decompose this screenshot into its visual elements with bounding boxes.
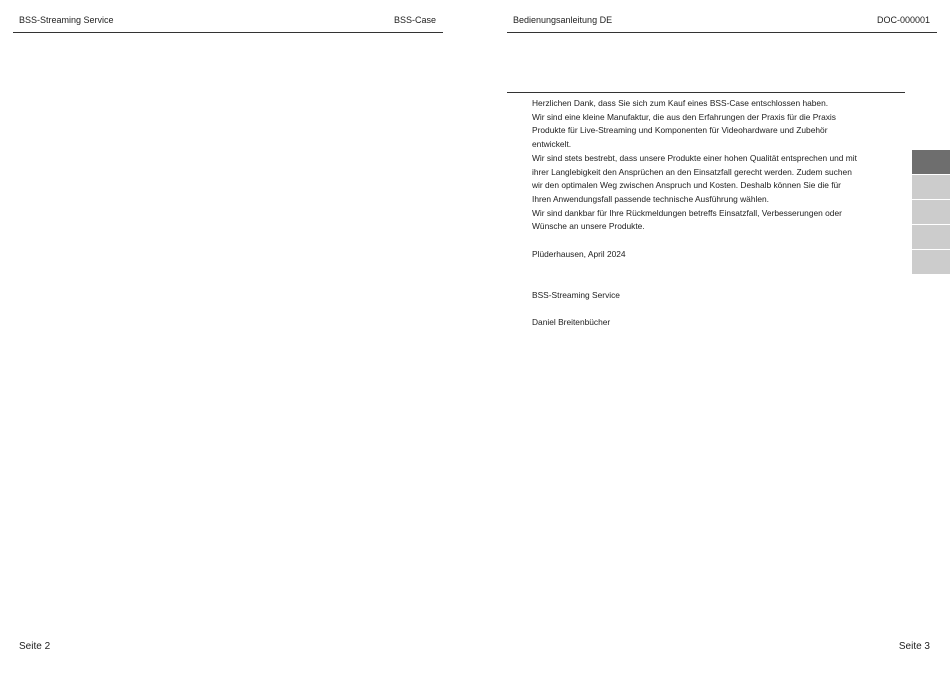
preface-line: Herzlichen Dank, dass Sie sich zum Kauf eines BSS-Case entschlossen haben. [532,98,829,108]
chapter-tab[interactable] [912,175,950,200]
left-header-product: BSS-Case [393,15,436,25]
chapter-tab-active[interactable] [912,150,950,175]
preface-line: wir den optimalen Weg zwischen Anspruch und Kosten. Deshalb können Sie die für [532,180,841,191]
signatory-name: Daniel Breitenbücher [532,317,611,328]
right-page [475,0,950,674]
right-page-number: Seite 3 [898,641,930,652]
content-top-rule [507,92,905,93]
right-header-doc-id: DOC-000001 [876,15,930,25]
preface-text [532,97,907,330]
preface-line: ihrer Langlebigkeit den Ansprüchen an den Einsatzfall gerecht werden. Zudem suchen [532,166,852,177]
place-date: Plüderhausen, April 2024 [532,248,626,259]
preface-line: Wir sind stets bestrebt, dass unsere Produkte einer hohen Qualität entsprechen und mit [532,152,857,163]
chapter-tab[interactable] [912,225,950,250]
left-header-rule [13,32,443,33]
preface-line: entwickelt. [532,139,572,150]
company-name: BSS-Streaming Service [532,289,620,300]
preface-line: Wir sind dankbar für Ihre Rückmeldungen betreffs Einsatzfall, Verbesserungen oder [532,207,842,218]
chapter-tab[interactable] [912,200,950,225]
right-header-rule [507,32,937,33]
preface-line: Ihren Anwendungsfall passende technische Ausführung wählen. [532,193,769,204]
chapter-tab[interactable] [912,250,950,275]
left-header-title: BSS-Streaming Service [19,15,114,25]
chapter-tabs [912,150,950,275]
right-header-title: Bedienungsanleitung DE [513,15,613,25]
preface-line: Wünsche an unsere Produkte. [532,221,645,232]
left-page-number: Seite 2 [19,641,51,652]
preface-line: Produkte für Live-Streaming und Komponenten für Videohardware und Zubehör [532,125,828,136]
preface-line: Wir sind eine kleine Manufaktur, die aus den Erfahrungen der Praxis für die Praxis [532,111,836,122]
